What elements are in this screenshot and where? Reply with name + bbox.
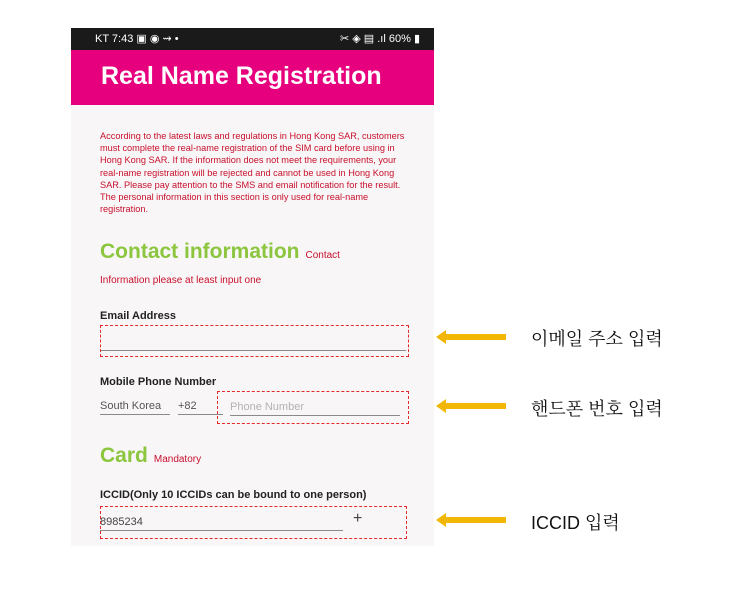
annotation-email: 이메일 주소 입력	[531, 329, 663, 349]
iccid-highlight-box	[100, 506, 407, 539]
contact-title: Contact information	[100, 240, 300, 263]
arrow-shape	[436, 399, 506, 413]
arrow-left-icon-phone	[436, 399, 506, 413]
add-iccid-button[interactable]: +	[353, 510, 363, 527]
arrow-shape	[436, 513, 506, 527]
annotation-iccid: ICCID 입력	[531, 513, 620, 533]
notice-text: According to the latest laws and regulations in Hong Kong SAR, customers must complete the real-name registration of the SIM card before using in Hong Kong SAR. If the information does not meet the requirements, your real-name registration will be rejected and cannot be used in Hong Kong SAR. Please pay attention to the SMS and email notification for the result. The personal information in this section is only used for real-name registration.	[100, 131, 405, 215]
phone-label: Mobile Phone Number	[100, 376, 217, 388]
page-title: Real Name Registration	[101, 62, 382, 90]
contact-section-title	[100, 240, 340, 264]
arrow-shape	[436, 330, 506, 344]
status-bar-left: KT 7:43 ▣ ◉ ⇝ •	[95, 33, 179, 45]
email-label: Email Address	[100, 310, 177, 322]
contact-note: Contact	[305, 250, 340, 261]
status-bar	[71, 28, 434, 50]
phone-screen	[71, 28, 434, 546]
country-select[interactable]: South Korea	[100, 399, 170, 415]
email-highlight-box	[100, 325, 409, 357]
arrow-left-icon-iccid	[436, 513, 506, 527]
annotation-phone: 핸드폰 번호 입력	[531, 399, 663, 419]
country-code-select[interactable]: +82	[178, 399, 223, 415]
card-note: Mandatory	[153, 454, 202, 465]
contact-subnote: Information please at least input one	[100, 275, 262, 286]
status-bar-right: ✂ ◈ ▤ .ıl 60% ▮	[340, 33, 420, 45]
card-title: Card	[100, 444, 148, 467]
app-header	[71, 50, 434, 105]
card-section-title	[100, 444, 201, 468]
phone-highlight-box	[217, 391, 409, 424]
arrow-left-icon-email	[436, 330, 506, 344]
iccid-label: ICCID(Only 10 ICCIDs can be bound to one person)	[100, 489, 367, 501]
